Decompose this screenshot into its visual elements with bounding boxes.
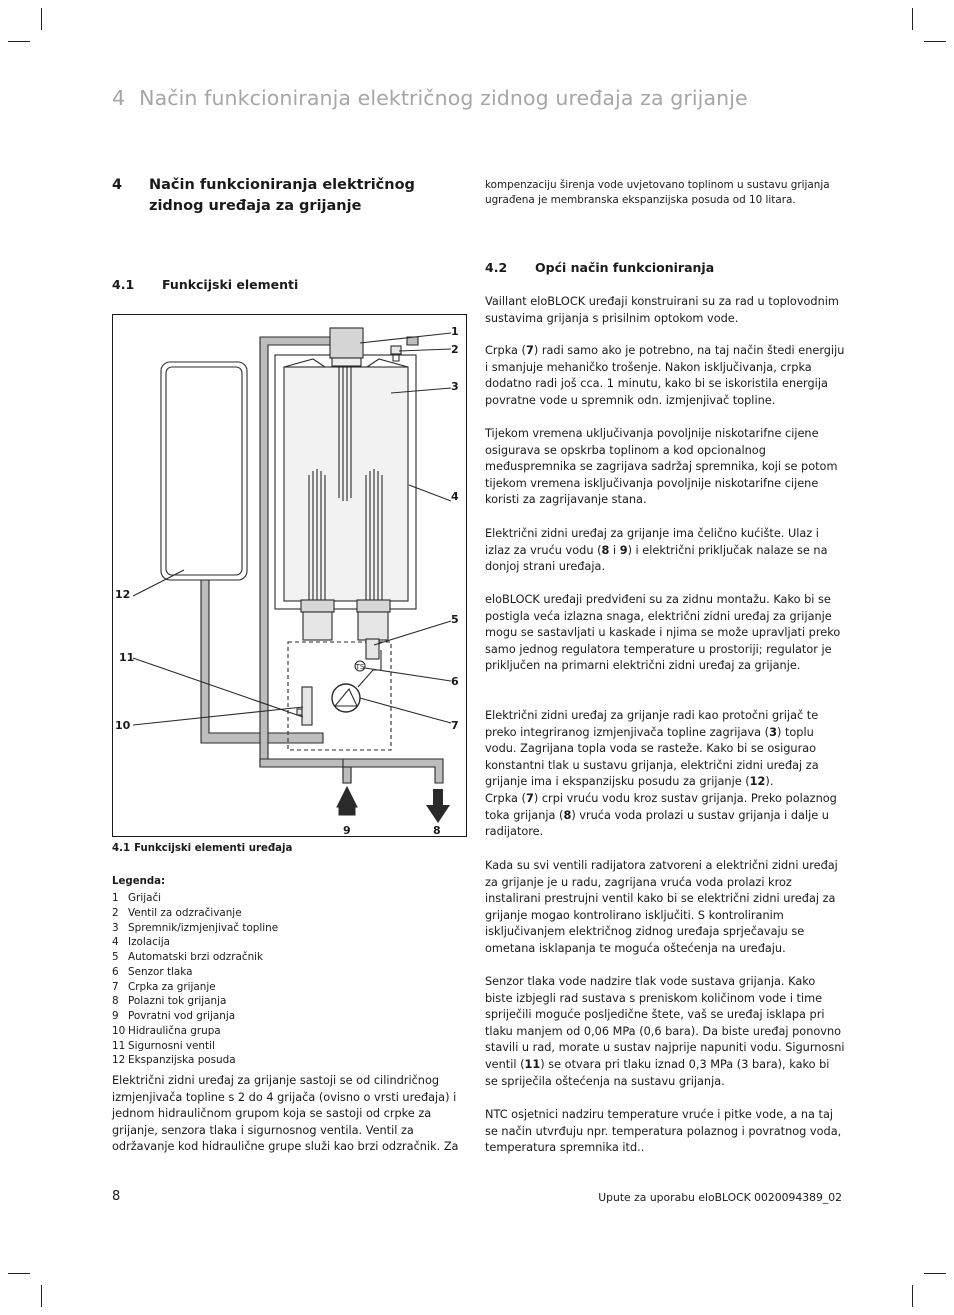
legend-item: 1 Grijači — [112, 892, 162, 904]
callout-1: 1 — [451, 325, 459, 338]
sensor-label: TS — [355, 663, 365, 671]
legend-item: 2 Ventil za odzračivanje — [112, 906, 242, 919]
crop-mark — [8, 41, 30, 42]
pump — [332, 684, 360, 712]
callout-11: 11 — [119, 651, 135, 664]
callout-3: 3 — [451, 380, 459, 393]
figure-caption-text: Funkcijski elementi uređaja — [134, 843, 293, 854]
flow-arrow-down — [426, 789, 450, 823]
left-body-paragraph: Električni zidni uređaj za grijanje sastoji se od cilindričnog izmjenjivača topline s 2 do 4 grijača (ovisno o vrsti uređaja) i jednom hidrauličnom grupom koja se sastoji od crpke za grijanje, senzora tlaka i sigurnosnog ventila. Ventil za održavanje kod hidraulične grupe služi kao brzi odzračnik. Za — [112, 1074, 459, 1154]
body-paragraph-6: Električni zidni uređaj za grijanje radi kao protočni grijač te preko integriranog izmjenjivača topline zagrijava (3) toplu vodu. Zagrijana topla voda se rasteže. Kako bi se osigurao konstantni tlak u sustavu grijanja, električni zidni uređaj za grijanje ima i ekspanzijsku posudu za grijanje (12). Crpka (7) crpi vruću vodu kroz sustav grijanja. Preko polaznog toka grijanja (8) vruća voda prolazi u sustav grijanja i dalje u radijatore. — [485, 709, 837, 839]
callout-8: 8 — [433, 824, 441, 836]
return-arrow-up — [337, 787, 357, 815]
right-continuation-paragraph: kompenzaciju širenja vode uvjetovano toplinom u sustavu grijanja ugrađena je membranska ekspanzijska posuda od 10 litara. — [485, 179, 830, 206]
legend-item: 11 Sigurnosni ventil — [112, 1039, 215, 1052]
body-paragraph-9: NTC osjetnici nadziru temperature vruće i pitke vode, a na taj se način utvrđuju npr. temperatura polaznog i povratnog voda, temperatura spremnika itd.. — [485, 1108, 842, 1155]
body-paragraph-2: Crpka (7) radi samo ako je potrebno, na taj način štedi energiju i smanjuje mehaničko trošenje. Nakon isključivanja, crpka dodatno radi još cca. 1 minutu, kako bi se iskoristila energija povratne vode u spremnik odn. izmjenjivač topline. — [485, 344, 845, 407]
safety-valve — [297, 687, 312, 725]
callout-12: 12 — [115, 588, 131, 601]
section-title: Način funkcioniranja električnog zidnog uređaja za grijanje — [149, 177, 415, 214]
section-number: 4 — [112, 177, 123, 193]
legend-title: Legenda: — [112, 876, 166, 887]
callout-9: 9 — [343, 824, 351, 836]
body-paragraph-8: Senzor tlaka vode nadzire tlak vode sustava grijanja. Kako biste izbjegli rad sustava s preniskom količinom vode i time spriječili moguće posljedične štete, vaš se uređaj isklapa pri tlaku manjem od 0,06 MPa (0,6 bara). Da biste uređaj ponovno stavili u rad, morate u sustav najprije napuniti vodu. Sigurnosni ventil (11) se otvara pri tlaku iznad 0,3 MPa (3 bara), kako bi se spriječila oštećenja na sustavu grijanja. — [485, 975, 845, 1088]
body-paragraph-5: eloBLOCK uređaji predviđeni su za zidnu montažu. Kako bi se postigla veća izlazna snaga, električni zidni uređaj za grijanje mogu se sastavljati u kaskade i njima se može upravljati preko samo jednog regulatora temperature u prostoriji; regulator je priključen na primarni električni zidni uređaj za grijanje. — [485, 593, 841, 673]
callout-4: 4 — [451, 490, 459, 503]
legend-item: 4 Izolacija — [112, 936, 170, 949]
boiler-schematic — [113, 315, 466, 836]
crop-mark — [912, 1285, 913, 1307]
legend-item: 10 Hidraulična grupa — [112, 1024, 221, 1037]
legend-item: 6 Senzor tlaka — [112, 965, 193, 978]
callout-2: 2 — [451, 343, 459, 356]
subsection-number: 4.2 — [485, 260, 508, 275]
crop-mark — [41, 1285, 42, 1307]
function-diagram — [112, 314, 467, 837]
body-paragraph-3: Tijekom vremena uključivanja povoljnije niskotarifne cijene osigurava se opskrba toplinom a kod opcionalnog međuspremnika se zagrijava sadržaj spremnika, koji se potom tijekom vremena isključivanja povoljnije niskotarifne cijene koristi za zagrijavanje stana. — [485, 427, 838, 507]
running-header — [112, 86, 748, 110]
legend-item: 12 Ekspanzijska posuda — [112, 1054, 236, 1067]
subsection-title: Funkcijski elementi — [162, 277, 299, 292]
body-paragraph-7: Kada su svi ventili radijatora zatvoreni a električni zidni uređaj za grijanje je u radu, zagrijana vruća voda prolazi kroz instalirani prestrujni ventil kako bi se električni zidni uređaj za grijanje mogao kontrolirano isključiti. S kontroliranim isključivanjem električnog zidnog uređaja sprječavaju se ometana isklapanja te moguća oštećenja na uređaju. — [485, 859, 838, 955]
callout-7: 7 — [451, 719, 459, 732]
callout-5: 5 — [451, 613, 459, 626]
legend-item: 7 Crpka za grijanje — [112, 980, 216, 993]
vent-valve — [391, 346, 401, 354]
legend-item: 8 Polazni tok grijanja — [112, 995, 227, 1008]
crop-mark — [912, 8, 913, 30]
legend-item: 3 Spremnik/izmjenjivač topline — [112, 921, 279, 934]
running-header-number: 4 — [112, 86, 126, 110]
page-number: 8 — [112, 1189, 121, 1204]
figure-caption — [112, 843, 292, 854]
legend-item: 9 Povratni vod grijanja — [112, 1010, 236, 1022]
legend-item: 5 Automatski brzi odzračnik — [112, 951, 264, 963]
body-paragraph-1: Vaillant eloBLOCK uređaji konstruirani su za rad u toplovodnim sustavima grijanja s prisilnim optokom vode. — [485, 295, 839, 325]
crop-mark — [41, 8, 42, 30]
subsection-title: Opći način funkcioniranja — [535, 260, 715, 275]
figure-caption-number: 4.1 — [112, 843, 131, 854]
crop-mark — [924, 41, 946, 42]
crop-mark — [924, 1273, 946, 1274]
expansion-tank — [161, 362, 247, 580]
running-header-title: Način funkcioniranja električnog zidnog uređaja za grijanje — [139, 86, 748, 110]
footer-text: Upute za uporabu eloBLOCK 0020094389_02 — [598, 1191, 842, 1204]
legend-list — [112, 891, 472, 1068]
automatic-vent — [366, 639, 379, 659]
heater-head — [330, 328, 363, 358]
callout-10: 10 — [115, 719, 131, 732]
subsection-number: 4.1 — [112, 277, 135, 292]
crop-mark — [8, 1273, 30, 1274]
body-paragraph-4: Električni zidni uređaj za grijanje ima čelično kućište. Ulaz i izlaz za vruću vodu (8 i 9) i električni priključak nalaze se na donjoj strani uređaja. — [485, 527, 828, 574]
callout-6: 6 — [451, 675, 459, 688]
